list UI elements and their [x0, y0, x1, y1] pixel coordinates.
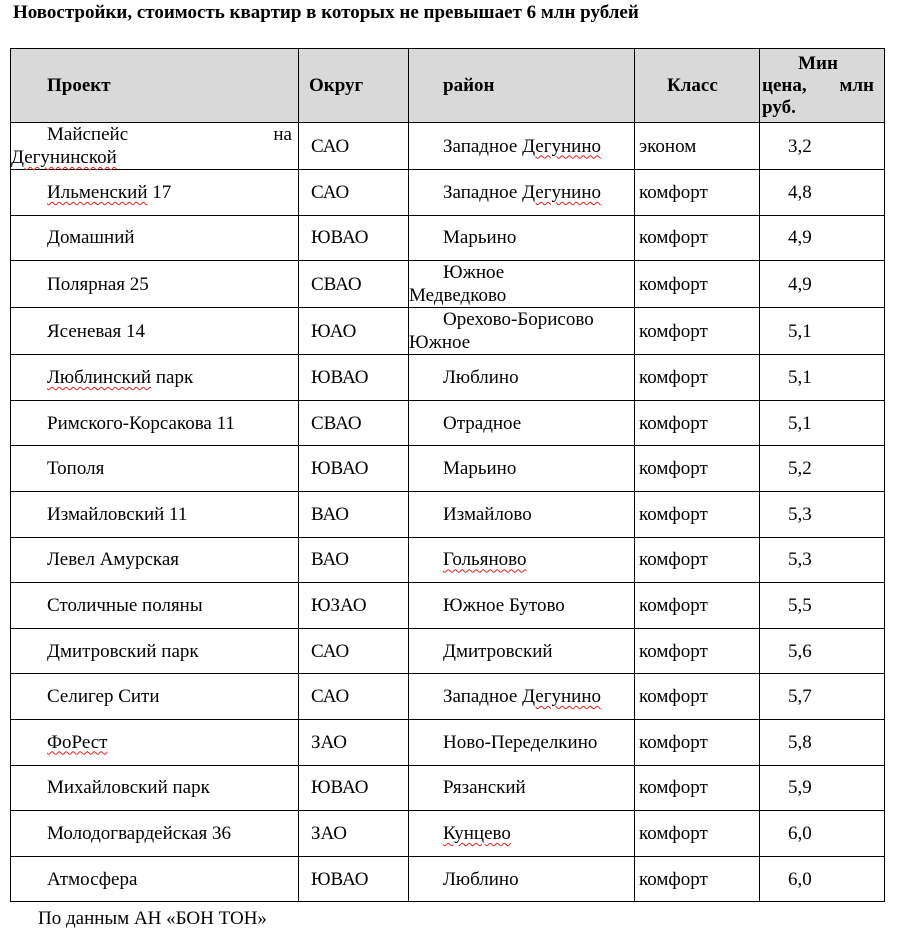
project-cell: Селигер Сити [11, 674, 299, 720]
class-cell: комфорт [635, 308, 760, 355]
class-cell: комфорт [635, 446, 760, 492]
okrug-cell: ЗАО [299, 811, 409, 857]
price-cell: 6,0 [760, 811, 885, 857]
project-cell: Майспейс на Дегунинской [11, 123, 299, 170]
table-row [11, 170, 885, 216]
price-cell: 4,9 [760, 261, 885, 308]
price-cell: 5,1 [760, 308, 885, 355]
okrug-cell: САО [299, 674, 409, 720]
class-cell: комфорт [635, 719, 760, 765]
price-cell: 5,8 [760, 719, 885, 765]
rayon-cell: Отрадное [409, 400, 635, 446]
rayon-cell: Западное Дегунино [409, 674, 635, 720]
table-row [11, 261, 885, 308]
rayon-cell: Измайлово [409, 491, 635, 537]
rayon-cell: Орехово-Борисово Южное [409, 308, 635, 355]
okrug-cell: ВАО [299, 491, 409, 537]
okrug-cell: САО [299, 628, 409, 674]
okrug-cell: САО [299, 123, 409, 170]
okrug-cell: ЮАО [299, 308, 409, 355]
rayon-cell: Южное Медведково [409, 261, 635, 308]
project-cell: Домашний [11, 215, 299, 261]
project-cell: ФоРест [11, 719, 299, 765]
table-row [11, 856, 885, 902]
table-row [11, 537, 885, 583]
okrug-cell: СВАО [299, 261, 409, 308]
okrug-cell: САО [299, 170, 409, 216]
class-cell: комфорт [635, 355, 760, 401]
class-cell: комфорт [635, 583, 760, 629]
project-cell: Михайловский парк [11, 765, 299, 811]
class-cell: комфорт [635, 537, 760, 583]
rayon-cell: Западное Дегунино [409, 170, 635, 216]
table-row [11, 215, 885, 261]
source-note: По данным АН «БОН ТОН» [38, 908, 267, 929]
rayon-cell: Рязанский [409, 765, 635, 811]
table-row [11, 583, 885, 629]
okrug-cell: ЮЗАО [299, 583, 409, 629]
column-header-class: Класс [635, 49, 760, 123]
price-cell: 5,7 [760, 674, 885, 720]
class-cell: эконом [635, 123, 760, 170]
table-row [11, 446, 885, 492]
class-cell: комфорт [635, 811, 760, 857]
rayon-cell: Ново-Переделкино [409, 719, 635, 765]
project-cell: Измайловский 11 [11, 491, 299, 537]
class-cell: комфорт [635, 261, 760, 308]
price-cell: 3,2 [760, 123, 885, 170]
project-cell: Ясеневая 14 [11, 308, 299, 355]
project-cell: Атмосфера [11, 856, 299, 902]
rayon-cell: Южное Бутово [409, 583, 635, 629]
table-row [11, 123, 885, 170]
class-cell: комфорт [635, 856, 760, 902]
okrug-cell: ЗАО [299, 719, 409, 765]
project-cell: Ильменский 17 [11, 170, 299, 216]
project-cell: Левел Амурская [11, 537, 299, 583]
column-header-project: Проект [11, 49, 299, 123]
okrug-cell: СВАО [299, 400, 409, 446]
price-cell: 5,3 [760, 537, 885, 583]
price-cell: 5,1 [760, 400, 885, 446]
okrug-cell: ЮВАО [299, 215, 409, 261]
price-cell: 4,9 [760, 215, 885, 261]
rayon-cell: Марьино [409, 215, 635, 261]
table-row [11, 674, 885, 720]
project-cell: Столичные поляны [11, 583, 299, 629]
table-row [11, 491, 885, 537]
project-cell: Тополя [11, 446, 299, 492]
price-cell: 5,2 [760, 446, 885, 492]
class-cell: комфорт [635, 674, 760, 720]
rayon-cell: Люблино [409, 355, 635, 401]
rayon-cell: Люблино [409, 856, 635, 902]
class-cell: комфорт [635, 491, 760, 537]
table-row [11, 765, 885, 811]
price-cell: 5,6 [760, 628, 885, 674]
page-title: Новостройки, стоимость квартир в которых не превышает 6 млн рублей [13, 2, 639, 23]
price-cell: 5,1 [760, 355, 885, 401]
price-cell: 6,0 [760, 856, 885, 902]
okrug-cell: ВАО [299, 537, 409, 583]
rayon-cell: Западное Дегунино [409, 123, 635, 170]
project-cell: Полярная 25 [11, 261, 299, 308]
okrug-cell: ЮВАО [299, 446, 409, 492]
table-row [11, 628, 885, 674]
apartments-table [10, 48, 885, 902]
rayon-cell: Гольяново [409, 537, 635, 583]
column-header-rayon: район [409, 49, 635, 123]
okrug-cell: ЮВАО [299, 856, 409, 902]
table-row [11, 719, 885, 765]
class-cell: комфорт [635, 170, 760, 216]
project-cell: Молодогвардейская 36 [11, 811, 299, 857]
project-cell: Дмитровский парк [11, 628, 299, 674]
class-cell: комфорт [635, 628, 760, 674]
project-cell: Люблинский парк [11, 355, 299, 401]
class-cell: комфорт [635, 215, 760, 261]
class-cell: комфорт [635, 765, 760, 811]
okrug-cell: ЮВАО [299, 765, 409, 811]
price-cell: 5,5 [760, 583, 885, 629]
table-row [11, 308, 885, 355]
class-cell: комфорт [635, 400, 760, 446]
table-row [11, 811, 885, 857]
table-header-row [11, 49, 885, 123]
rayon-cell: Дмитровский [409, 628, 635, 674]
price-cell: 5,9 [760, 765, 885, 811]
rayon-cell: Кунцево [409, 811, 635, 857]
rayon-cell: Марьино [409, 446, 635, 492]
column-header-okrug: Округ [299, 49, 409, 123]
price-cell: 4,8 [760, 170, 885, 216]
table-row [11, 400, 885, 446]
column-header-min-price: Мин цена, млн руб. [760, 49, 885, 123]
project-cell: Римского-Корсакова 11 [11, 400, 299, 446]
table-row [11, 355, 885, 401]
okrug-cell: ЮВАО [299, 355, 409, 401]
price-cell: 5,3 [760, 491, 885, 537]
